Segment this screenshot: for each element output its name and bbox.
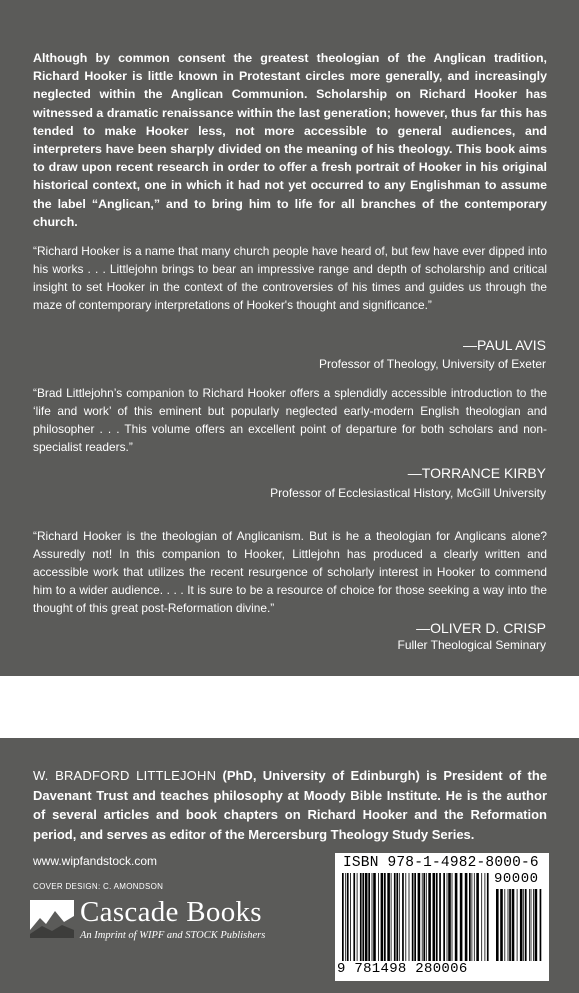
author-bio-text: (PhD, University of Edinburgh) is President of the Davenant Trust and teaches philosophy at Moody Bible Institute. He is the author of several articles and book chapters on Richard Hooker and the Reformation period, and serves as editor of the Mercersburg Theology Study Series.: [33, 768, 547, 842]
endorsement-affiliation-3: Fuller Theological Seminary: [397, 638, 546, 652]
barcode-bar: [357, 873, 358, 961]
barcode-bar: [362, 873, 364, 961]
barcode-bar: [535, 889, 538, 961]
barcode-bar: [373, 873, 376, 961]
isbn-barcode: [335, 853, 549, 981]
barcode-bar: [391, 873, 392, 961]
barcode-bar: [422, 873, 423, 961]
barcode-bar: [342, 873, 344, 961]
barcode-bar: [452, 873, 453, 961]
barcode-bar: [508, 889, 509, 961]
barcode-bar: [523, 889, 524, 961]
barcode-bar: [378, 873, 379, 961]
barcode-bar: [531, 889, 532, 961]
barcode-bar: [414, 873, 416, 961]
barcode-bar: [350, 873, 351, 961]
publisher-tagline: An Imprint of WIPF and STOCK Publishers: [80, 930, 266, 941]
barcode-bar: [533, 889, 534, 961]
endorsement-quote-3: “Richard Hooker is the theologian of Anglicanism. But is he a theologian for Anglicans alone? Assuredly not! In this companion to Hooker, Littlejohn has produced a clearly written and accessible work that utilizes the recent resurgence of scholarly interest in Hooker to commend him to a wider audience. . . . It is sure to be a resource of choice for those seeking a way into the thought of this great post-Reformation divine.”: [33, 529, 547, 615]
publisher-website: www.wipfandstock.com: [33, 854, 158, 868]
spacer-band: [0, 676, 579, 738]
barcode-bar: [360, 873, 362, 961]
barcode-bar: [487, 873, 489, 961]
endorsement-affiliation-2: Professor of Ecclesiastical History, McGill University: [270, 486, 546, 500]
barcode-bar: [485, 873, 486, 961]
barcode-addon-digits: 90000: [494, 871, 539, 887]
barcode-bar: [504, 889, 505, 961]
cover-design-credit: COVER DESIGN: C. AMONDSON: [33, 882, 164, 891]
barcode-bar: [436, 873, 438, 961]
barcode-bar: [353, 873, 355, 961]
barcode-bar: [465, 873, 468, 961]
endorsement-quote-1: “Richard Hooker is a name that many church people have heard of, but few have ever dipped into his works . . . Littlejohn brings to bear an impressive range and depth of scholarship and critical insight to set Hooker in the context of the controversies of his times and guides us through the maze of contemporary interpretations of Hooker's thought and significance.”: [33, 244, 547, 312]
endorsement-name-1: —PAUL AVIS: [463, 337, 546, 353]
barcode-bar: [347, 873, 349, 961]
barcode-bar: [525, 889, 527, 961]
barcode-bar: [509, 889, 511, 961]
barcode-main-bars: [342, 873, 489, 961]
barcode-digits: 9 781498 280006: [337, 961, 468, 977]
barcode-bar: [472, 873, 473, 961]
barcode-bar: [512, 889, 515, 961]
barcode-bar: [481, 873, 482, 961]
barcode-bar: [433, 873, 436, 961]
barcode-bar: [476, 873, 479, 961]
barcode-bar: [423, 873, 425, 961]
barcode-bar: [365, 873, 368, 961]
publisher-logo: [30, 896, 300, 946]
barcode-bar: [428, 873, 431, 961]
barcode-bar: [402, 873, 404, 961]
endorsement-affiliation-1: Professor of Theology, University of Exeter: [319, 357, 546, 371]
barcode-bar: [368, 873, 370, 961]
barcode-bar: [396, 873, 398, 961]
barcode-bar: [426, 873, 427, 961]
barcode-bar: [405, 873, 406, 961]
barcode-bar: [394, 873, 396, 961]
endorsement-quote-2: “Brad Littlejohn’s companion to Richard Hooker offers a splendidly accessible introduction to the ‘life and work’ of this eminent but popularly neglected early-modern English theologian and philosopher . . . This volume offers an excellent point of departure for both scholars and non-specialist readers.”: [33, 386, 547, 454]
barcode-bar: [345, 873, 346, 961]
mountain-logo-icon: [30, 900, 74, 938]
barcode-bar: [439, 873, 441, 961]
barcode-bar: [381, 873, 384, 961]
barcode-bar: [399, 873, 400, 961]
barcode-bar: [418, 873, 421, 961]
barcode-bar: [455, 873, 458, 961]
barcode-bar: [448, 873, 451, 961]
barcode-addon-bars: [496, 889, 544, 961]
isbn-label: ISBN 978-1-4982-8000-6: [343, 855, 539, 871]
endorsement-name-2: —TORRANCE KIRBY: [407, 465, 546, 481]
barcode-bar: [520, 889, 523, 961]
barcode-bar: [469, 873, 471, 961]
barcode-bar: [409, 873, 410, 961]
publisher-name: Cascade Books: [80, 896, 262, 928]
barcode-bar: [447, 873, 448, 961]
barcode-bar: [496, 889, 499, 961]
barcode-bar: [540, 889, 542, 961]
barcode-bar: [517, 889, 518, 961]
barcode-bar: [384, 873, 386, 961]
barcode-bar: [443, 873, 445, 961]
back-cover-bottom-panel: [0, 738, 579, 993]
book-description: Although by common consent the greatest theologian of the Anglican tradition, Richard Hooker is little known in Protestant circles more generally, and increasingly neglected within the Anglican Communion. Scholarship on Richard Hooker has witnessed a dramatic renaissance within the last generation; however, thus far this has tended to make Hooker less, not more accessible to general audiences, and interpreters have been sharply divided on the meaning of his theology. This book aims to draw upon recent research in order to offer a fresh portrait of Hooker in his original historical context, one in which it had not yet occurred to any Englishman to assume the label “Anglican,” and to bring him to life for all branches of the contemporary church.: [33, 51, 547, 229]
barcode-bar: [387, 873, 390, 961]
barcode-bar: [500, 889, 503, 961]
barcode-bar: [460, 873, 463, 961]
barcode-bar: [529, 889, 530, 961]
endorsement-name-3: —OLIVER D. CRISP: [416, 620, 546, 636]
author-name: W. BRADFORD LITTLEJOHN: [33, 768, 217, 783]
barcode-bar: [372, 873, 373, 961]
author-bio: [33, 766, 547, 844]
barcode-bar: [412, 873, 414, 961]
barcode-bar: [474, 873, 475, 961]
